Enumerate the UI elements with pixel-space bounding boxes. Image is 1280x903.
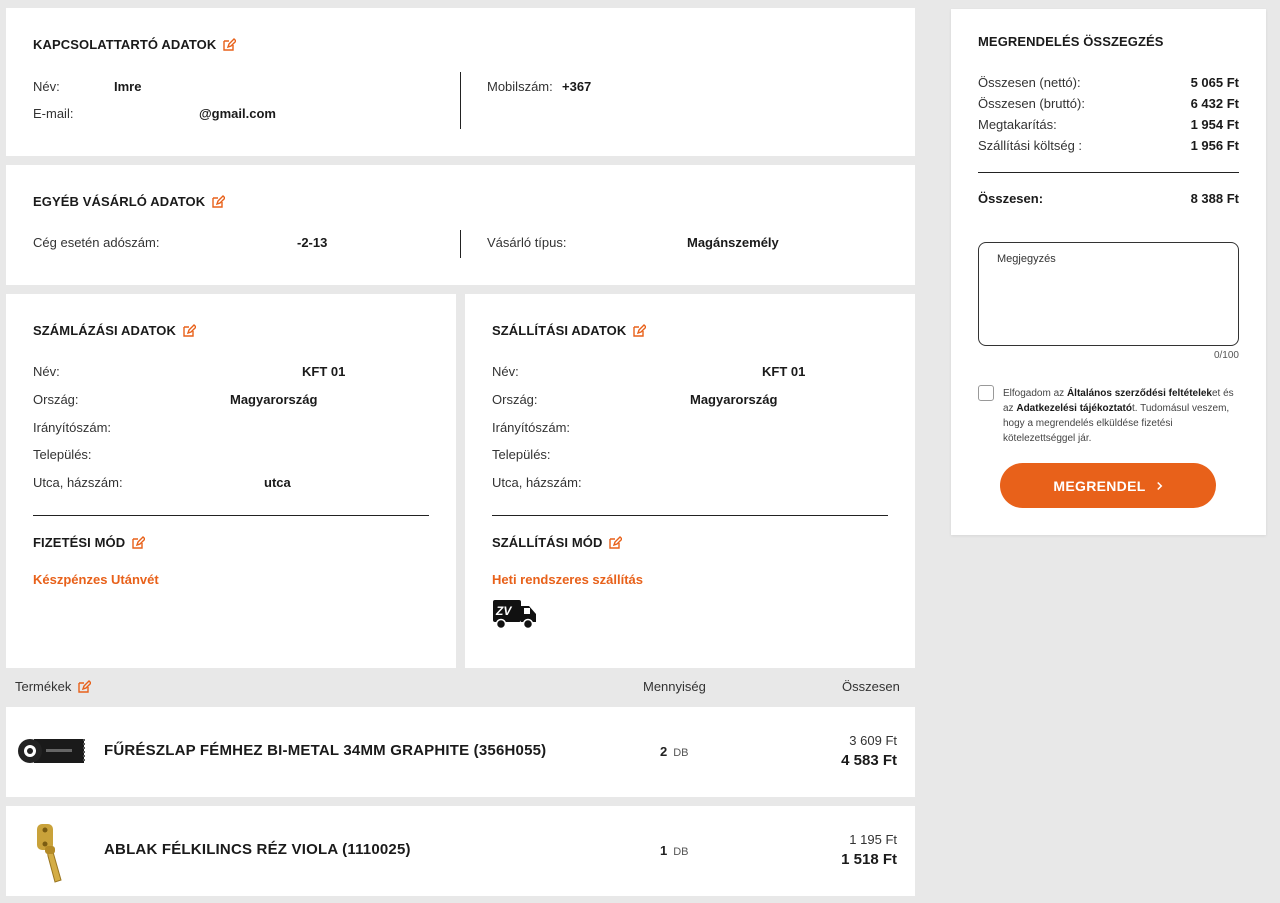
summary-savings-label: Megtakarítás: xyxy=(978,117,1057,132)
edit-icon[interactable] xyxy=(632,324,646,338)
terms-text: Elfogadom az Általános szerződési feltételeket és az Adatkezelési tájékoztatót. Tudomásul veszem, hogy a megrendelés elküldése fizetési kötelezettséggel jár. xyxy=(1003,388,1234,444)
contact-card xyxy=(6,8,915,156)
edit-icon[interactable] xyxy=(211,195,225,209)
other-customer-card xyxy=(6,165,915,285)
divider xyxy=(460,72,461,129)
note-textarea[interactable] xyxy=(978,242,1239,346)
edit-icon[interactable] xyxy=(77,680,91,694)
shipping-country-value: Magyarország xyxy=(690,392,778,407)
summary-title: MEGRENDELÉS ÖSSZEGZÉS xyxy=(978,34,1164,49)
billing-name-value: KFT 01 xyxy=(302,364,346,379)
order-summary-card xyxy=(951,9,1266,535)
summary-shipping-label: Szállítási költség : xyxy=(978,138,1083,153)
product-name[interactable]: FŰRÉSZLAP FÉMHEZ BI-METAL 34MM GRAPHITE (356H055) xyxy=(104,742,547,759)
payment-method-value: Készpénzes Utánvét xyxy=(33,572,159,587)
billing-title: SZÁMLÁZÁSI ADATOK xyxy=(33,323,196,338)
total-column-header: Összesen xyxy=(842,679,900,694)
summary-total-label: Összesen: xyxy=(978,191,1044,206)
billing-zip-label: Irányítószám: xyxy=(33,420,112,435)
contact-name-label: Név: xyxy=(33,79,60,94)
shipping-zip-label: Irányítószám: xyxy=(492,420,571,435)
billing-city-label: Település: xyxy=(33,447,92,462)
contact-mobile-value: +367 xyxy=(562,79,592,94)
billing-street-value: utca xyxy=(264,475,291,490)
billing-country-label: Ország: xyxy=(33,392,79,407)
edit-icon[interactable] xyxy=(222,38,236,52)
window-handle-image xyxy=(31,818,71,884)
quantity-column-header: Mennyiség xyxy=(643,679,706,694)
product-quantity: 2 DB xyxy=(660,744,689,759)
summary-total-value: 8 388 Ft xyxy=(1190,191,1239,206)
product-row xyxy=(6,806,915,896)
customer-type-label: Vásárló típus: xyxy=(487,235,567,250)
payment-title: FIZETÉSI MÓD xyxy=(33,535,145,550)
summary-net-value: 5 065 Ft xyxy=(1190,75,1239,90)
summary-shipping-value: 1 956 Ft xyxy=(1190,138,1239,153)
contact-name-value: Imre xyxy=(114,79,142,94)
summary-net-label: Összesen (nettó): xyxy=(978,75,1081,90)
divider xyxy=(460,230,461,258)
note-placeholder: Megjegyzés xyxy=(997,253,1056,265)
divider xyxy=(978,172,1239,173)
shipping-name-label: Név: xyxy=(492,364,519,379)
product-gross-price: 4 583 Ft xyxy=(841,752,897,769)
products-column-header: Termékek xyxy=(15,679,91,694)
terms-link[interactable]: Általános szerződési feltételek xyxy=(1066,388,1212,399)
edit-icon[interactable] xyxy=(131,536,145,550)
privacy-link[interactable]: Adatkezelési tájékoztató xyxy=(1016,403,1132,414)
shipping-city-label: Település: xyxy=(492,447,551,462)
edit-icon[interactable] xyxy=(182,324,196,338)
summary-gross-label: Összesen (bruttó): xyxy=(978,96,1085,111)
contact-mobile-label: Mobilszám: xyxy=(487,79,553,94)
billing-street-label: Utca, házszám: xyxy=(33,475,123,490)
delivery-title: SZÁLLÍTÁSI MÓD xyxy=(492,535,622,550)
billing-card xyxy=(6,294,456,668)
customer-type-value: Magánszemély xyxy=(687,235,779,250)
truck-icon xyxy=(492,598,538,630)
shipping-title: SZÁLLÍTÁSI ADATOK xyxy=(492,323,646,338)
billing-name-label: Név: xyxy=(33,364,60,379)
svg-text:ZV: ZV xyxy=(496,604,512,618)
summary-savings-value: 1 954 Ft xyxy=(1190,117,1239,132)
product-net-price: 3 609 Ft xyxy=(849,733,897,748)
product-quantity: 1 DB xyxy=(660,843,689,858)
shipping-name-value: KFT 01 xyxy=(762,364,806,379)
contact-email-value: @gmail.com xyxy=(199,106,276,121)
product-gross-price: 1 518 Ft xyxy=(841,851,897,868)
shipping-street-label: Utca, házszám: xyxy=(492,475,582,490)
note-counter: 0/100 xyxy=(1213,350,1239,361)
divider xyxy=(492,515,888,516)
product-row xyxy=(6,707,915,797)
shipping-country-label: Ország: xyxy=(492,392,538,407)
billing-country-value: Magyarország xyxy=(230,392,318,407)
delivery-method-value: Heti rendszeres szállítás xyxy=(492,572,644,587)
terms-checkbox[interactable] xyxy=(978,385,994,401)
place-order-button[interactable]: MEGRENDEL xyxy=(1000,463,1216,508)
tax-number-label: Cég esetén adószám: xyxy=(33,235,160,250)
other-title: EGYÉB VÁSÁRLÓ ADATOK xyxy=(33,194,225,209)
shipping-card xyxy=(465,294,915,668)
summary-gross-value: 6 432 Ft xyxy=(1190,96,1239,111)
chevron-right-icon xyxy=(1156,478,1163,494)
product-net-price: 1 195 Ft xyxy=(849,832,897,847)
edit-icon[interactable] xyxy=(608,536,622,550)
contact-email-label: E-mail: xyxy=(33,106,74,121)
tax-number-value: -2-13 xyxy=(297,235,328,250)
product-name[interactable]: ABLAK FÉLKILINCS RÉZ VIOLA (1110025) xyxy=(104,841,411,858)
divider xyxy=(33,515,429,516)
contact-title: KAPCSOLATTARTÓ ADATOK xyxy=(33,37,236,52)
saw-blade-image xyxy=(16,737,86,765)
